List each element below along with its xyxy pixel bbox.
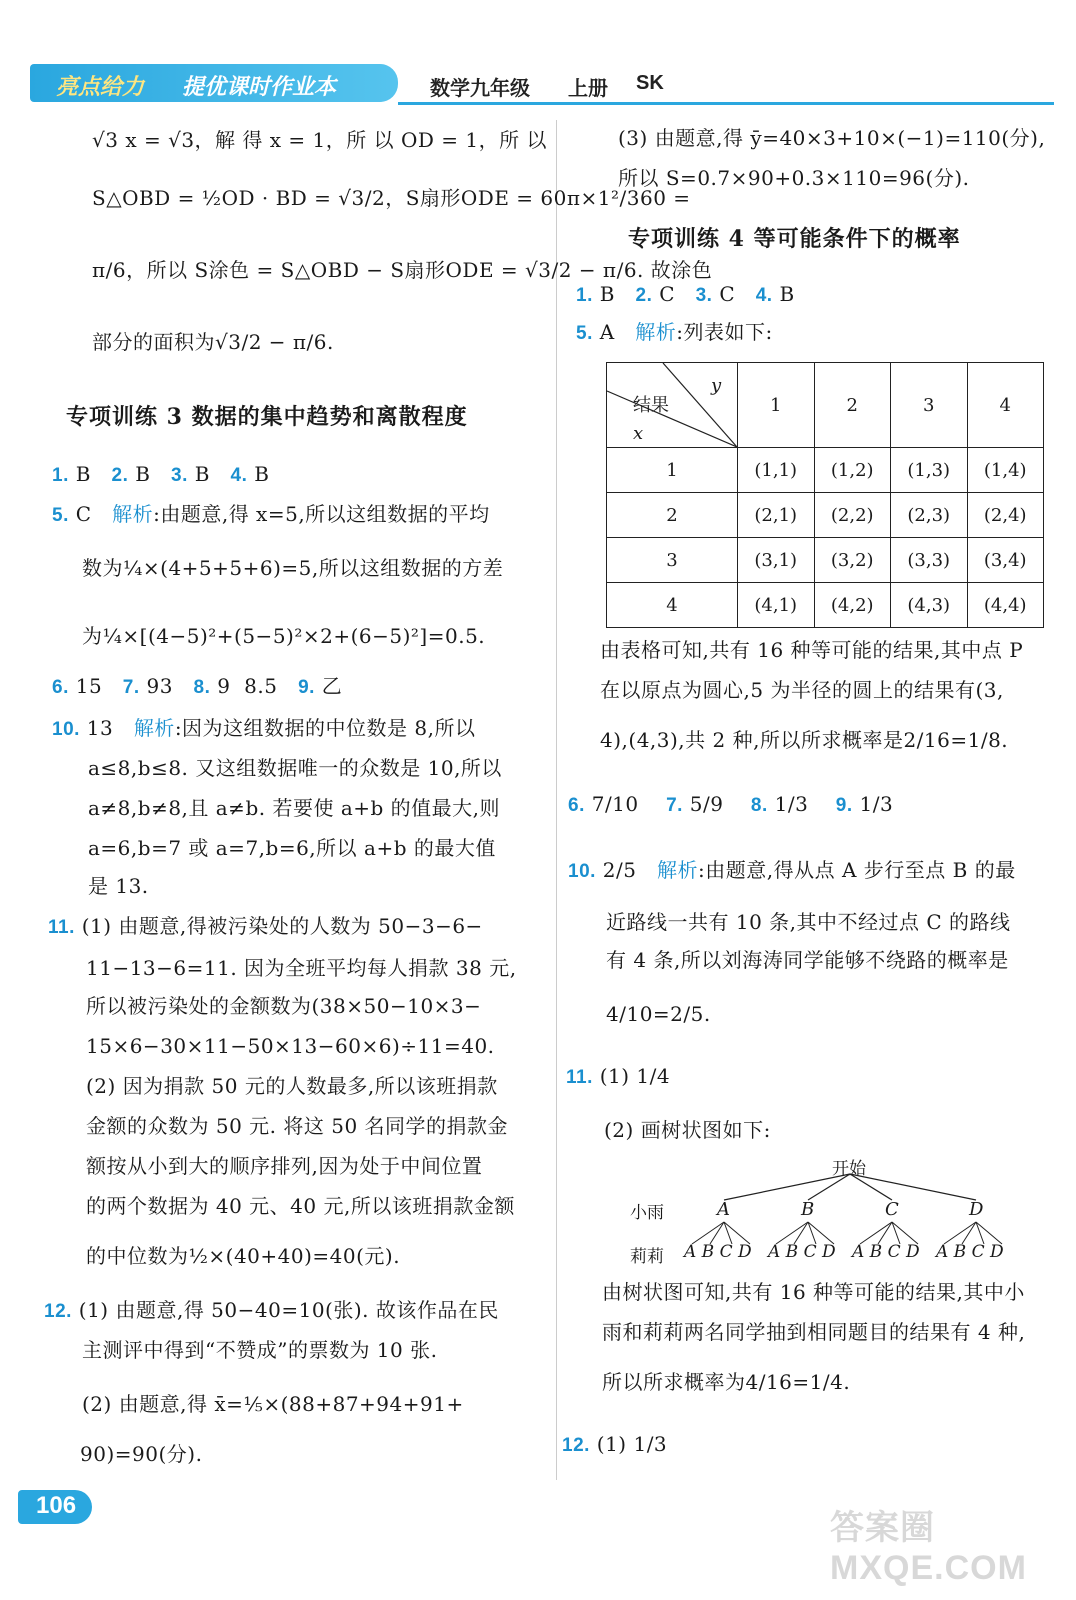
tree-level1-d: D	[969, 1199, 984, 1220]
table-cell: (3,3)	[891, 538, 968, 583]
table-cell: (3,4)	[967, 538, 1044, 583]
left-q11-line6: 金额的众数为 50 元. 将这 50 名同学的捐款金	[86, 1114, 509, 1138]
corner-x-label: x	[633, 423, 644, 444]
tree-row2-label: 莉莉	[630, 1247, 664, 1267]
table-col-header: 4	[967, 363, 1044, 448]
right-table-text3: 4),(4,3),共 2 种,所以所求概率是2/16=1/8.	[600, 728, 1009, 752]
corner-result-label: 结果	[633, 395, 669, 416]
table-cell: (4,4)	[967, 583, 1044, 628]
left-q11-line4: 15×6−30×11−50×13−60×6)÷11=40.	[86, 1034, 495, 1058]
watermark: 答案圈 MXQE.COM	[830, 1509, 1027, 1587]
table-header-row	[607, 363, 1044, 448]
table-cell: (1,4)	[967, 448, 1044, 493]
left-q10-line5: 是 13.	[88, 874, 149, 898]
left-p1: √3 x = √3，解 得 x = 1，所 以 OD = 1，所 以	[92, 128, 547, 152]
right-tree-text1: 由树状图可知,共有 16 种等可能的结果,其中小	[602, 1280, 1025, 1304]
jiexi-label: 解析	[112, 502, 154, 526]
left-p2: S△OBD = ½OD · BD = √3/2，S扇形ODE = 60π×1²/360 =	[92, 186, 691, 210]
left-answers-2: 6. 15 7. 93 8. 9 8.5 9. 乙	[52, 674, 343, 698]
table-row	[607, 583, 1044, 628]
header-edition: SK	[636, 72, 664, 94]
left-q12-line2: 主测评中得到“不赞成”的票数为 10 张.	[82, 1338, 438, 1362]
section-title-3: 专项训练 3 数据的集中趋势和离散程度	[66, 404, 468, 430]
table-col-header: 2	[814, 363, 891, 448]
table-cell: (1,2)	[814, 448, 891, 493]
left-answers-1: 1. B 2. B 3. B 4. B	[52, 462, 270, 486]
left-q12-line3: (2) 由题意,得 x̄=⅕×(88+87+94+91+	[82, 1392, 464, 1416]
right-r2: 所以 S=0.7×90+0.3×110=96(分).	[618, 166, 970, 190]
left-q10-line1: 10. 13 解析:因为这组数据的中位数是 8,所以	[52, 716, 476, 740]
table-cell: (4,1)	[738, 583, 815, 628]
right-r1: (3) 由题意,得 ȳ=40×3+10×(−1)=110(分),	[618, 126, 1046, 150]
right-q11-line1: 11. (1) 1/4	[566, 1064, 671, 1088]
table-cell: (3,2)	[814, 538, 891, 583]
header-volume: 上册	[568, 76, 608, 100]
right-answers-2: 6. 7/10 7. 5/9 8. 1/3 9. 1/3	[568, 792, 894, 816]
left-q11-line7: 额按从小到大的顺序排列,因为处于中间位置	[86, 1154, 483, 1178]
tree-row1-label: 小雨	[630, 1203, 664, 1223]
section-title-4: 专项训练 4 等可能条件下的概率	[628, 226, 961, 252]
right-q10-line4: 4/10=2/5.	[606, 1002, 711, 1026]
left-p3: π/6，所以 S涂色 = S△OBD − S扇形ODE = √3/2 − π/6. 故涂色	[92, 258, 713, 282]
table-row	[607, 493, 1044, 538]
left-q10-line3: a≠8,b≠8,且 a≠b. 若要使 a+b 的值最大,则	[88, 796, 501, 820]
table-col-header: 1	[738, 363, 815, 448]
table-cell: (2,4)	[967, 493, 1044, 538]
table-row-header: 4	[607, 583, 738, 628]
right-q11-line2: (2) 画树状图如下:	[604, 1118, 771, 1142]
left-q5-line1: 5. C 解析:由题意,得 x=5,所以这组数据的平均	[52, 502, 490, 526]
right-table-text1: 由表格可知,共有 16 种等可能的结果,其中点 P	[600, 638, 1024, 662]
table-cell: (1,3)	[891, 448, 968, 493]
right-table-text2: 在以原点为圆心,5 为半径的圆上的结果有(3,	[600, 678, 1004, 702]
right-q5-line1: 5. A 解析:列表如下:	[576, 320, 773, 344]
table-cell: (4,2)	[814, 583, 891, 628]
left-q11-line3: 所以被污染处的金额数为(38×50−10×3−	[86, 994, 482, 1018]
table-cell: (2,2)	[814, 493, 891, 538]
table-row	[607, 538, 1044, 583]
left-q10-line2: a≤8,b≤8. 又这组数据唯一的众数是 10,所以	[88, 756, 502, 780]
header-series: 提优课时作业本	[182, 75, 337, 100]
left-q5-line3: 为¼×[(4−5)²+(5−5)²×2+(6−5)²]=0.5.	[82, 624, 486, 648]
tree-level1-c: C	[885, 1199, 899, 1220]
right-tree-text3: 所以所求概率为4/16=1/4.	[602, 1370, 851, 1394]
right-q10-line3: 有 4 条,所以刘海涛同学能够不绕路的概率是	[606, 948, 1009, 972]
table-corner-cell	[607, 363, 738, 448]
table-row-header: 2	[607, 493, 738, 538]
table-cell: (1,1)	[738, 448, 815, 493]
header-rule	[398, 102, 1054, 105]
table-cell: (3,1)	[738, 538, 815, 583]
tree-level2-group: A B C D	[936, 1242, 1004, 1262]
header-brand: 亮点给力	[56, 75, 145, 100]
left-q12-line4: 90)=90(分).	[80, 1442, 203, 1466]
table-row-header: 3	[607, 538, 738, 583]
table-row	[607, 448, 1044, 493]
left-q10-line4: a=6,b=7 或 a=7,b=6,所以 a+b 的最大值	[88, 836, 496, 860]
left-q11-line5: (2) 因为捐款 50 元的人数最多,所以该班捐款	[86, 1074, 498, 1098]
corner-y-label: y	[711, 375, 722, 396]
right-q12-line1: 12. (1) 1/3	[562, 1432, 668, 1456]
right-tree-text2: 雨和莉莉两名同学抽到相同题目的结果有 4 种,	[602, 1320, 1026, 1344]
table-col-header: 3	[891, 363, 968, 448]
header-subject: 数学九年级	[430, 76, 530, 100]
left-q11-line9: 的中位数为½×(40+40)=40(元).	[86, 1244, 401, 1268]
table-cell: (2,3)	[891, 493, 968, 538]
right-answers-1: 1. B 2. C 3. C 4. B	[576, 282, 795, 306]
table-row-header: 1	[607, 448, 738, 493]
left-p4: 部分的面积为√3/2 − π/6.	[92, 330, 334, 354]
table-cell: (2,1)	[738, 493, 815, 538]
right-q10-line1: 10. 2/5 解析:由题意,得从点 A 步行至点 B 的最	[568, 858, 1016, 882]
right-q10-line2: 近路线一共有 10 条,其中不经过点 C 的路线	[606, 910, 1011, 934]
tree-level2-group: A B C D	[684, 1242, 752, 1262]
tree-level2-group: A B C D	[768, 1242, 836, 1262]
left-q11-line1: 11. (1) 由题意,得被污染处的人数为 50−3−6−	[48, 914, 483, 938]
tree-level1-a: A	[717, 1199, 730, 1220]
tree-level2-group: A B C D	[852, 1242, 920, 1262]
left-q11-line8: 的两个数据为 40 元、40 元,所以该班捐款金额	[86, 1194, 515, 1218]
page-number: 106	[36, 1492, 77, 1519]
results-table	[606, 362, 1044, 628]
table-cell: (4,3)	[891, 583, 968, 628]
left-q5-line2: 数为¼×(4+5+5+6)=5,所以这组数据的方差	[82, 556, 504, 580]
tree-root: 开始	[832, 1159, 866, 1179]
left-q12-line1: 12. (1) 由题意,得 50−40=10(张). 故该作品在民	[44, 1298, 499, 1322]
column-divider	[556, 120, 557, 1480]
header-bar	[0, 62, 1076, 106]
tree-level1-b: B	[801, 1199, 815, 1220]
left-q11-line2: 11−13−6=11. 因为全班平均每人捐款 38 元,	[86, 956, 517, 980]
